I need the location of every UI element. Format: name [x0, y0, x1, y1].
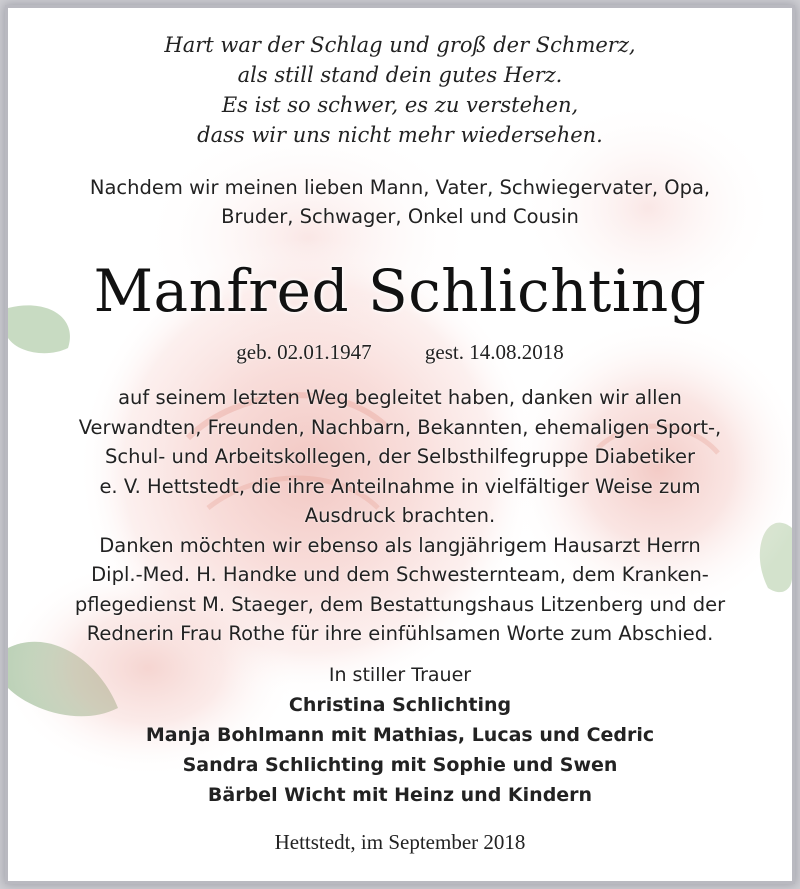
obituary-text	[8, 8, 792, 881]
poem-line: als still stand dein gutes Herz.	[237, 63, 563, 87]
obituary-card	[8, 8, 792, 881]
poem-line: Es ist so schwer, es zu verstehen,	[221, 93, 579, 117]
mourner-name: Manja Bohlmann mit Mathias, Lucas und Cedric	[145, 724, 655, 746]
thanks-line: pflegedienst M. Staeger, dem Bestattungshaus Litzenberg und der	[74, 592, 726, 616]
intro	[8, 173, 792, 231]
place-date: Hettstedt, im September 2018	[274, 830, 526, 854]
death-date: gest. 14.08.2018	[424, 340, 564, 364]
intro-line: Bruder, Schwager, Onkel und Cousin	[221, 205, 579, 228]
thanks-text	[8, 383, 792, 649]
thanks-line: e. V. Hettstedt, die ihre Anteilnahme in vielfältiger Weise zum	[99, 474, 701, 498]
mourning-heading: In stiller Trauer	[328, 664, 472, 686]
thanks-line: Schul- und Arbeitskollegen, der Selbsthilfegruppe Diabetiker	[105, 445, 695, 468]
poem	[8, 30, 792, 150]
mourner-name: Christina Schlichting	[288, 694, 512, 716]
mourner-name: Bärbel Wicht mit Heinz und Kindern	[207, 784, 593, 806]
thanks-line: Verwandten, Freunden, Nachbarn, Bekannten, ehemaligen Sport-,	[78, 415, 722, 439]
deceased-name: Manfred Schlichting	[93, 257, 707, 325]
thanks-line: Danken möchten wir ebenso als langjährigem Hausarzt Herrn	[99, 533, 701, 557]
intro-line: Nachdem wir meinen lieben Mann, Vater, Schwiegervater, Opa,	[89, 176, 711, 199]
thanks-line: Dipl.-Med. H. Handke und dem Schwesternteam, dem Kranken-	[91, 563, 709, 586]
thanks-line: Ausdruck brachten.	[304, 504, 496, 527]
thanks-line: Rednerin Frau Rothe für ihre einfühlsamen Worte zum Abschied.	[86, 622, 714, 645]
mourner-name: Sandra Schlichting mit Sophie und Swen	[182, 754, 618, 776]
birth-date: geb. 02.01.1947	[236, 340, 372, 364]
life-dates	[8, 338, 792, 366]
poem-line: Hart war der Schlag und groß der Schmerz,	[164, 33, 636, 57]
thanks-line: auf seinem letzten Weg begleitet haben, danken wir allen	[118, 386, 682, 409]
mourners	[8, 660, 792, 810]
poem-line: dass wir uns nicht mehr wiedersehen.	[197, 123, 603, 147]
